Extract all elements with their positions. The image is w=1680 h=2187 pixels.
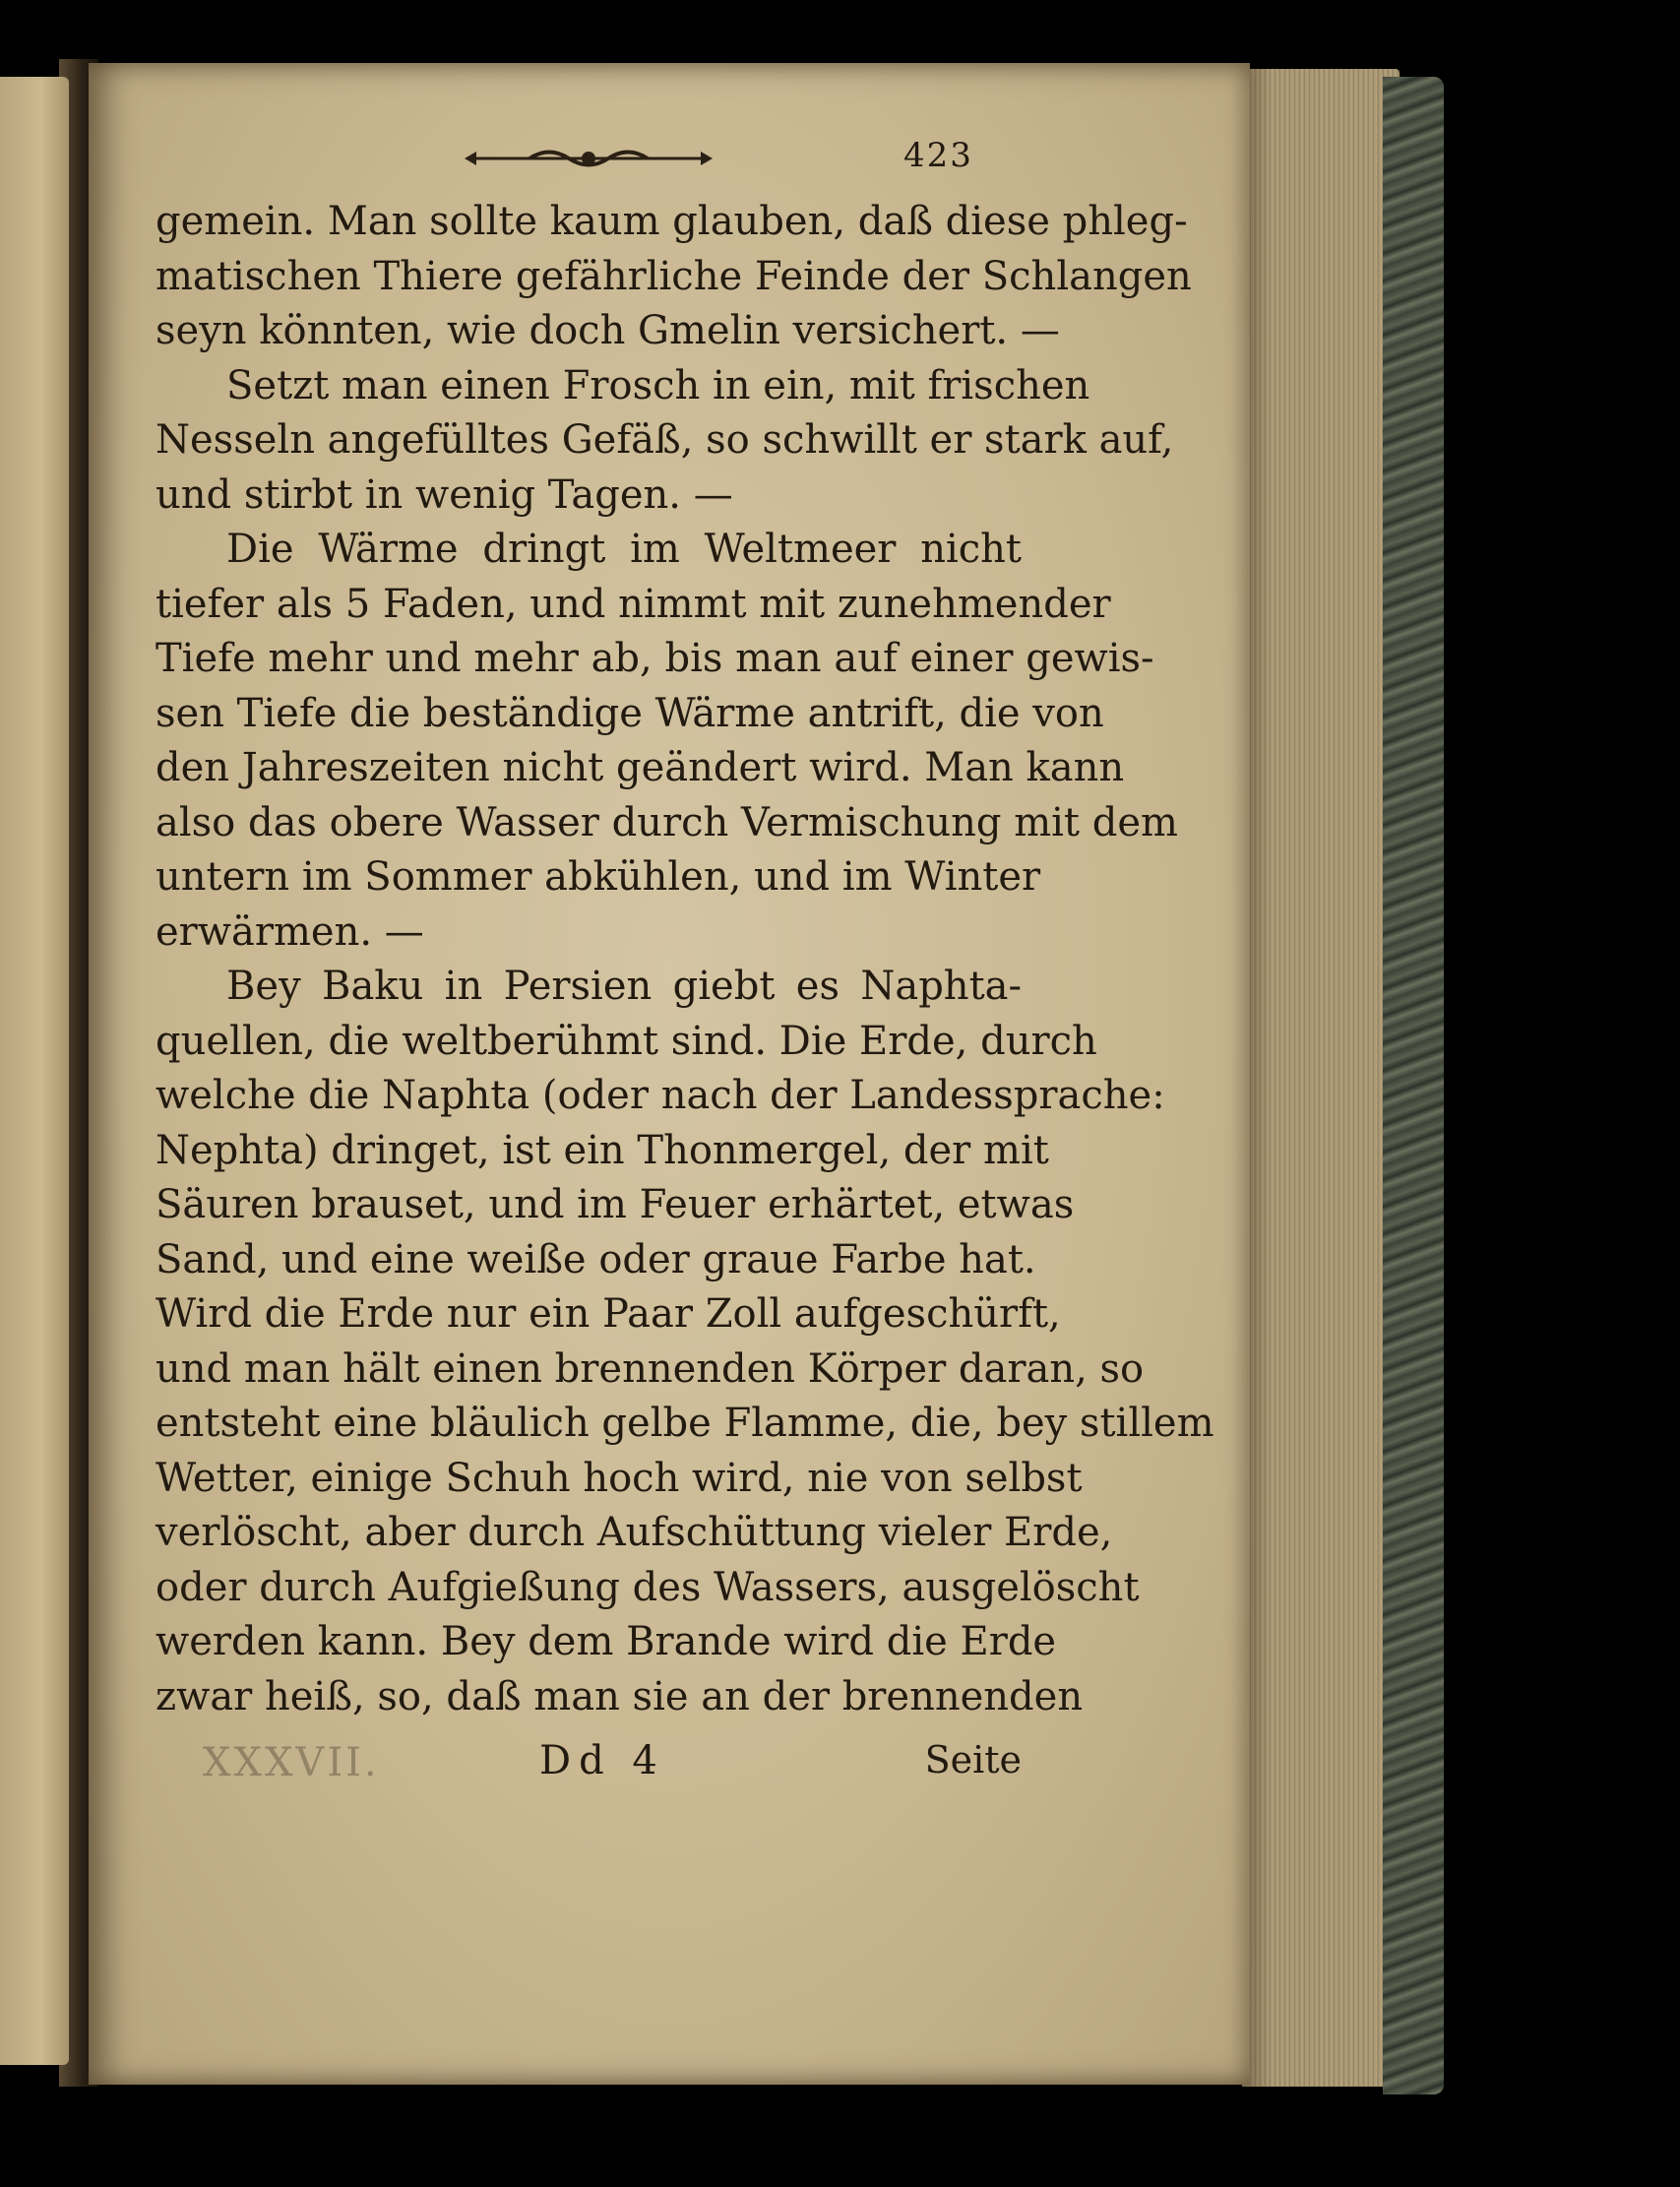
text-line: sen Tiefe die beständige Wärme antrift, die von <box>156 690 1104 736</box>
text-line: matischen Thiere gefährliche Feinde der Schlangen <box>156 253 1192 299</box>
text-line: Nesseln angefülltes Gefäß, so schwillt er stark auf, <box>156 417 1174 463</box>
text-line: Wetter, einige Schuh hoch wird, nie von selbst <box>156 1455 1083 1501</box>
text-line: Wird die Erde nur ein Paar Zoll aufgeschürft, <box>156 1291 1061 1337</box>
text-line: also das obere Wasser durch Vermischung mit dem <box>156 799 1178 845</box>
text-line: Bey Baku in Persien giebt es Naphta- <box>226 964 1022 1009</box>
text-line: Die Wärme dringt im Weltmeer nicht <box>226 527 1022 572</box>
text-line: seyn könnten, wie doch Gmelin versichert. — <box>156 308 1060 353</box>
page-text <box>156 136 1214 1791</box>
text-line: erwärmen. — <box>156 908 424 955</box>
text-line: den Jahreszeiten nicht geändert wird. Man kann <box>156 745 1125 790</box>
text-line: welche die Naphta (oder nach der Landessprache: <box>156 1073 1165 1118</box>
header-ornament-icon <box>461 146 716 171</box>
text-line: gemein. Man sollte kaum glauben, daß diese phleg- <box>156 199 1188 244</box>
text-line: tiefer als 5 Faden, und nimmt mit zunehmender <box>156 581 1111 627</box>
text-line: entsteht eine bläulich gelbe Flamme, die, bey stillem <box>156 1401 1214 1446</box>
text-line: quellen, die weltberühmt sind. Die Erde, durch <box>156 1018 1097 1064</box>
page-number: 423 <box>903 136 973 175</box>
page-block-edges <box>1242 69 1400 2087</box>
text-line: Säuren brauset, und im Feuer erhärtet, etwas <box>156 1182 1075 1227</box>
text-line: und man hält einen brennenden Körper daran, so <box>156 1345 1145 1392</box>
previous-page-edge <box>0 77 69 2065</box>
text-line: untern im Sommer abkühlen, und im Winter <box>156 854 1041 900</box>
text-line: verlöscht, aber durch Aufschüttung vieler Erde, <box>156 1510 1113 1555</box>
text-line: Nephta) dringet, ist ein Thonmergel, der mit <box>156 1127 1049 1173</box>
text-line: zwar heiß, so, daß man sie an der brennenden <box>156 1673 1084 1719</box>
text-line: und stirbt in wenig Tagen. — <box>156 471 733 518</box>
page-footer <box>156 1730 1022 1791</box>
text-line: Sand, und eine weiße oder graue Farbe hat. <box>156 1236 1036 1282</box>
bleed-through-marks: XXXVII. <box>203 1740 380 1785</box>
marbled-cover <box>1383 77 1444 2094</box>
running-header <box>156 136 1022 195</box>
text-line: Setzt man einen Frosch in ein, mit frischen <box>226 362 1090 408</box>
text-line: Tiefe mehr und mehr ab, bis man auf einer gewis- <box>156 636 1154 681</box>
catchword: Seite <box>924 1738 1022 1781</box>
text-line: oder durch Aufgießung des Wassers, ausgelöscht <box>156 1564 1140 1610</box>
printer-signature: Dd 4 <box>539 1738 665 1783</box>
text-line: werden kann. Bey dem Brande wird die Erde <box>156 1619 1057 1664</box>
